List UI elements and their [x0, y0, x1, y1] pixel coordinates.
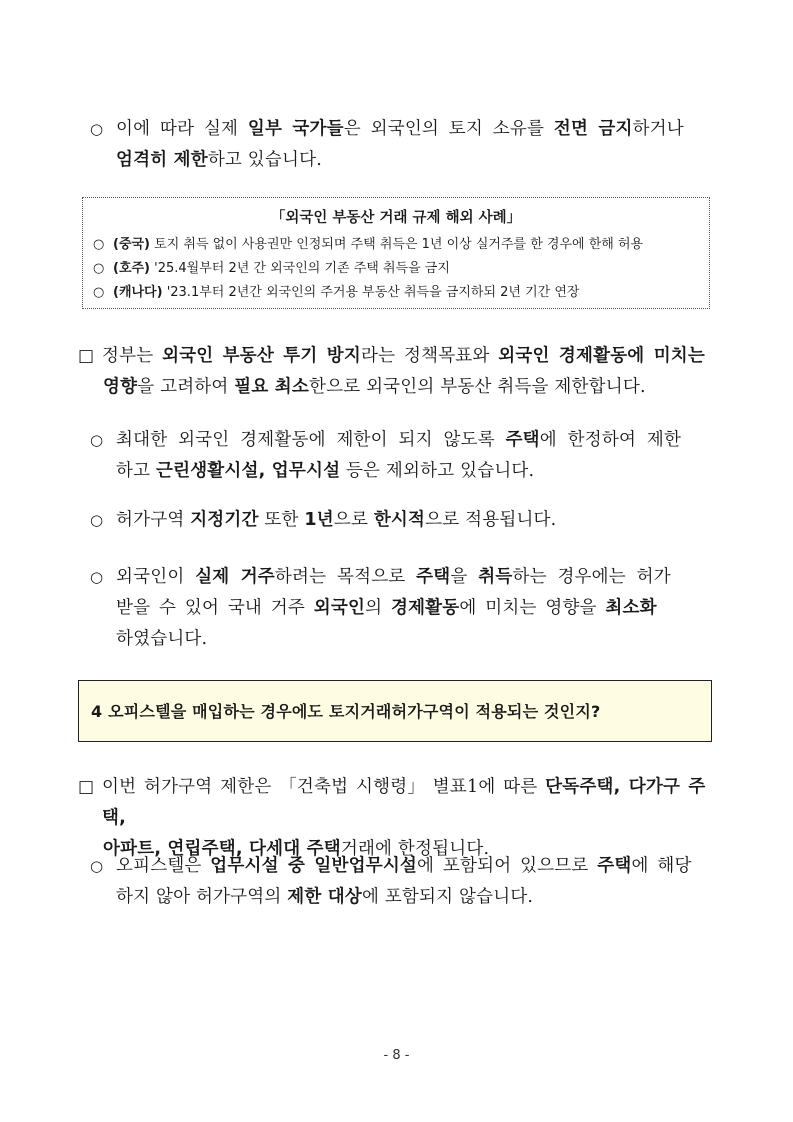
- square-marker: □: [78, 777, 95, 797]
- case-item-canada: ○ (캐나다) '23.1부터 2년간 외국인의 주거용 부동산 취득을 금지하되 2년 기간 연장: [93, 285, 580, 300]
- question-heading: 4 오피스텔을 매입하는 경우에도 토지거래허가구역이 적용되는 것인지?: [91, 702, 601, 721]
- paragraph-1-line-1: 이에 따라 실제 일부 국가들은 외국인의 토지 소유를 전면 금지하거나: [116, 119, 684, 139]
- paragraph-1-line-2: 엄격히 제한하고 있습니다.: [116, 150, 322, 170]
- page-number: - 8 -: [383, 1048, 410, 1063]
- paragraph-2-line-2: 영향을 고려하여 필요 최소한으로 외국인의 부동산 취득을 제한합니다.: [103, 377, 646, 397]
- bullet-marker: ○: [90, 120, 104, 138]
- bullet-marker: ○: [90, 568, 104, 586]
- paragraph-5: [116, 562, 726, 655]
- paragraph-5-line-1: 외국인이 실제 거주하려는 목적으로 주택을 취득하는 경우에는 허가: [116, 567, 671, 587]
- square-marker: □: [78, 346, 95, 366]
- paragraph-3: [116, 425, 726, 487]
- paragraph-7-line-2: 하지 않아 허가구역의 제한 대상에 포함되지 않습니다.: [116, 887, 534, 907]
- paragraph-6-line-1: 이번 허가구역 제한은 「건축법 시행령」 별표1에 따른 단독주택, 다가구 주택,: [102, 777, 706, 828]
- question-box: [78, 680, 712, 742]
- paragraph-2: [102, 341, 727, 403]
- paragraph-6-line-2: 아파트, 연립주택, 다세대 주택거래에 한정됩니다.: [103, 839, 490, 859]
- overseas-cases-box: [82, 197, 710, 309]
- paragraph-3-line-1: 최대한 외국인 경제활동에 제한이 되지 않도록 주택에 한정하여 제한: [116, 430, 682, 450]
- bullet-marker: ○: [90, 511, 104, 529]
- paragraph-4: [116, 505, 726, 536]
- paragraph-1: [116, 114, 726, 176]
- paragraph-3-line-2: 하고 근린생활시설, 업무시설 등은 제외하고 있습니다.: [116, 461, 535, 481]
- paragraph-4-line-1: 허가구역 지정기간 또한 1년으로 한시적으로 적용됩니다.: [116, 510, 557, 530]
- bullet-marker: ○: [90, 431, 104, 449]
- case-item-china: ○ (중국) 토지 취득 없이 사용권만 인정되며 주택 취득은 1년 이상 실거주를 한 경우에 한해 허용: [93, 237, 644, 252]
- overseas-cases-title: 「외국인 부동산 거래 규제 해외 사례」: [270, 210, 522, 226]
- paragraph-5-line-2: 받을 수 있어 국내 거주 외국인의 경제활동에 미치는 영향을 최소화: [116, 598, 657, 618]
- paragraph-7: [116, 851, 726, 913]
- bullet-marker: ○: [90, 857, 104, 875]
- paragraph-2-line-1: 정부는 외국인 부동산 투기 방지라는 정책목표와 외국인 경제활동에 미치는: [102, 346, 706, 366]
- case-item-australia: ○ (호주) '25.4월부터 2년 간 외국인의 기존 주택 취득을 금지: [93, 261, 450, 276]
- paragraph-5-line-3: 하였습니다.: [116, 629, 208, 649]
- paragraph-7-line-1: 오피스텔은 업무시설 중 일반업무시설에 포함되어 있으므로 주택에 해당: [116, 856, 692, 876]
